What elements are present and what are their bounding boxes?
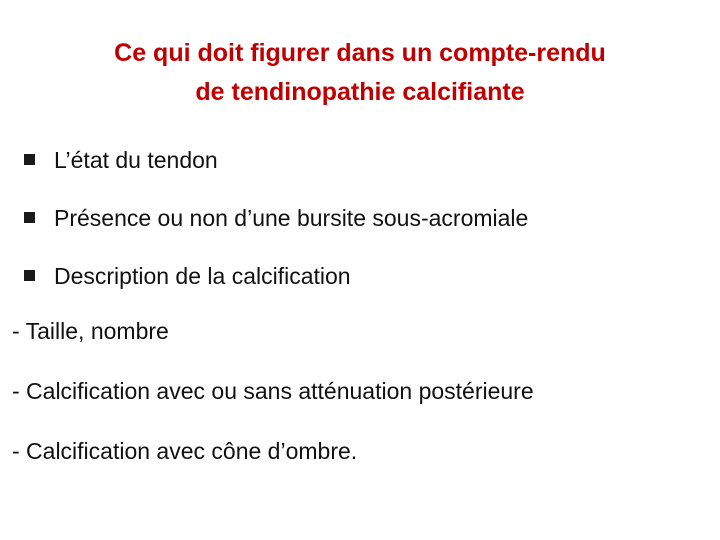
detail-item-size-number: - Taille, nombre <box>12 318 169 344</box>
bullet-text: Présence ou non d’une bursite sous-acromiale <box>54 205 529 231</box>
slide-title-line-2: de tendinopathie calcifiante <box>195 78 525 106</box>
slide-title <box>60 34 660 112</box>
slide-title-line-1: Ce qui doit figurer dans un compte-rendu <box>114 39 606 67</box>
square-bullet-icon <box>24 154 35 165</box>
square-bullet-icon <box>24 212 35 223</box>
bullet-item-bursitis <box>24 200 528 258</box>
bullet-list <box>24 142 528 316</box>
bullet-item-tendon-state <box>24 142 528 200</box>
bullet-item-calcification-description <box>24 258 528 316</box>
bullet-text: L’état du tendon <box>54 147 218 173</box>
bullet-text: Description de la calcification <box>54 263 351 289</box>
detail-list <box>12 313 534 493</box>
detail-item-posterior-attenuation: - Calciﬁcation avec ou sans atténuation postérieure <box>12 378 534 404</box>
square-bullet-icon <box>24 270 35 281</box>
detail-item-shadow-cone: - Calciﬁcation avec cône d’ombre. <box>12 438 358 464</box>
